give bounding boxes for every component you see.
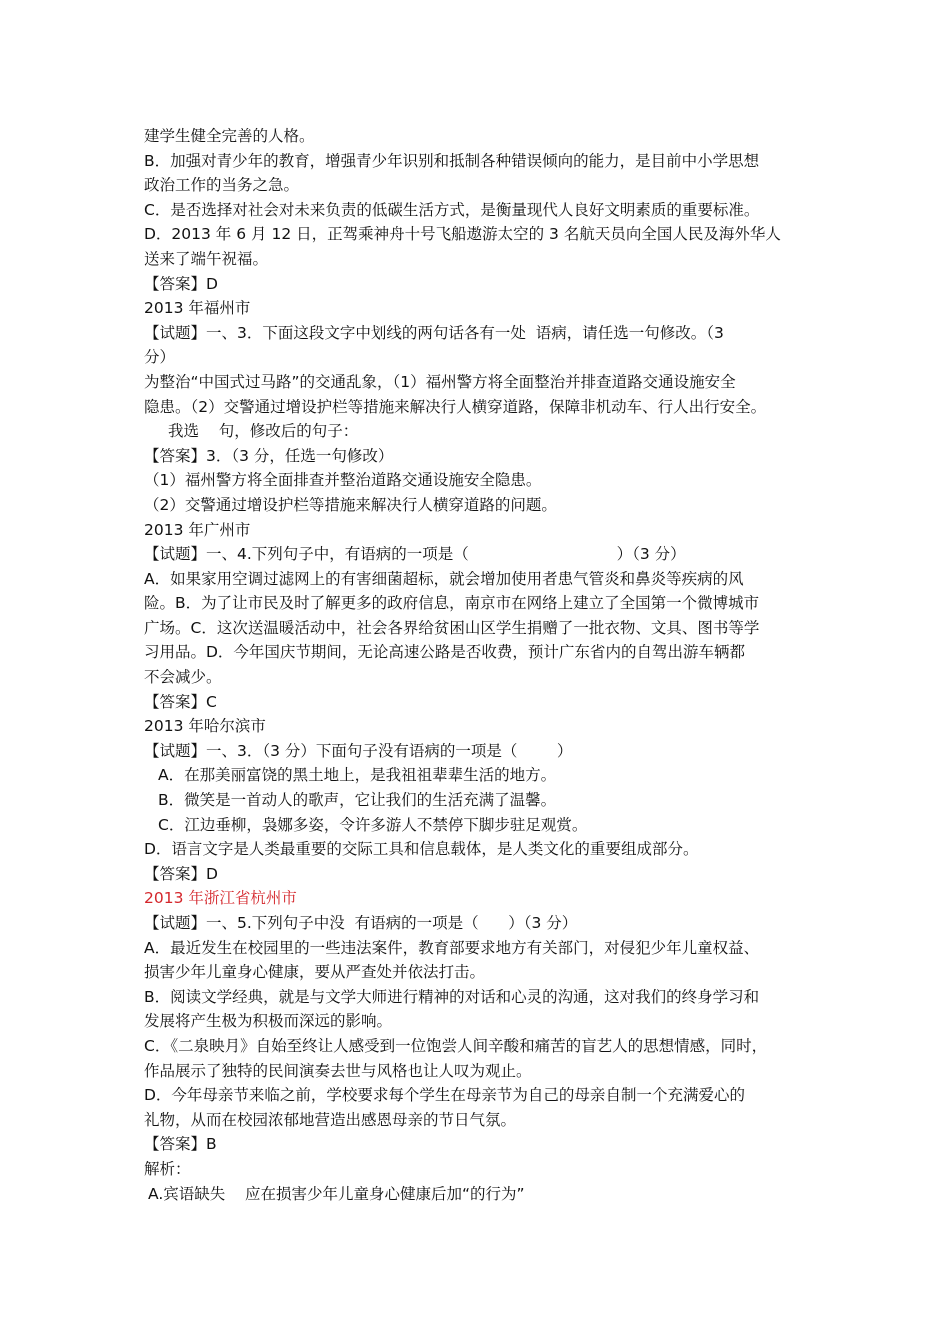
option-line: C．江边垂柳，袅娜多姿，令许多游人不禁停下脚步驻足观赏。 bbox=[158, 815, 588, 834]
text-line: B．阅读文学经典，就是与文学大师进行精神的对话和心灵的沟通，这对我们的终身学习和 bbox=[144, 987, 760, 1006]
analysis-line: A.宾语缺失 应在损害少年儿童身心健康后加“的行为” bbox=[148, 1184, 525, 1203]
question-line: 【试题】一、4.下列句子中，有语病的一项是（ ）（3 分） bbox=[144, 545, 686, 564]
text-line: A．如果家用空调过滤网上的有害细菌超标，就会增加使用者患气管炎和鼻炎等疾病的风 bbox=[144, 569, 744, 588]
text-line: 为整治“中国式过马路”的交通乱象，（1）福州警方将全面整治并排查道路交通设施安全 bbox=[144, 372, 736, 391]
text-line: 不会减少。 bbox=[144, 668, 222, 687]
text-line: D．2013 年 6 月 12 日，正驾乘神舟十号飞船遨游太空的 3 名航天员向全国人民及海外华人 bbox=[144, 225, 781, 244]
answer-line: 【答案】3．（3 分，任选一句修改） bbox=[144, 446, 394, 465]
text-line: 习用品。D．今年国庆节期间，无论高速公路是否收费，预计广东省内的自驾出游车辆都 bbox=[144, 643, 745, 662]
text-line: （2）交警通过增设护栏等措施来解决行人横穿道路的问题。 bbox=[144, 495, 557, 514]
answer-line: 【答案】D bbox=[144, 864, 218, 883]
section-heading: 2013 年哈尔滨市 bbox=[144, 717, 266, 736]
text-line: 送来了端午祝福。 bbox=[144, 249, 269, 268]
option-line: D．语言文字是人类最重要的交际工具和信息载体，是人类文化的重要组成部分。 bbox=[144, 840, 699, 859]
text-line: 礼物，从而在校园浓郁地营造出感恩母亲的节日气氛。 bbox=[144, 1110, 517, 1129]
analysis-label: 解析： bbox=[144, 1159, 191, 1178]
text-line: D．今年母亲节来临之前，学校要求每个学生在母亲节为自己的母亲自制一个充满爱心的 bbox=[144, 1086, 745, 1105]
text-line: （1）福州警方将全面排查并整治道路交通设施安全隐患。 bbox=[144, 471, 542, 490]
text-line: 政治工作的当务之急。 bbox=[144, 176, 300, 195]
text-line: 隐患。（2）交警通过增设护栏等措施来解决行人横穿道路，保障非机动车、行人出行安全。 bbox=[144, 397, 767, 416]
answer-line: 【答案】C bbox=[144, 692, 217, 711]
question-line: 【试题】一、3．（3 分）下面句子没有语病的一项是（ ） bbox=[144, 741, 573, 760]
option-line: A．在那美丽富饶的黑土地上，是我祖祖辈辈生活的地方。 bbox=[158, 766, 557, 785]
section-heading: 2013 年广州市 bbox=[144, 520, 251, 539]
text-line: 分） bbox=[144, 348, 176, 367]
text-line: 广场。C．这次送温暖活动中，社会各界给贫困山区学生捐赠了一批衣物、文具、图书等学 bbox=[144, 618, 760, 637]
option-line: B．微笑是一首动人的歌声，它让我们的生活充满了温馨。 bbox=[158, 791, 557, 810]
text-line: 作品展示了独特的民间演奏去世与风格也让人叹为观止。 bbox=[144, 1061, 532, 1080]
text-line: 发展将产生极为积极而深远的影响。 bbox=[144, 1012, 393, 1031]
text-line: 建学生健全完善的人格。 bbox=[144, 127, 315, 145]
question-line: 【试题】一、3．下面这段文字中划线的两句话各有一处 语病，请任选一句修改。（3 bbox=[144, 323, 724, 342]
text-line: B．加强对青少年的教育，增强青少年识别和抵制各种错误倾向的能力，是目前中小学思想 bbox=[144, 151, 760, 170]
section-heading: 2013 年福州市 bbox=[144, 299, 251, 318]
text-line: C．《二泉映月》自始至终让人感受到一位饱尝人间辛酸和痛苦的盲艺人的思想情感，同时， bbox=[144, 1036, 768, 1055]
question-line: 【试题】一、5.下列句子中没 有语病的一项是（ ）（3 分） bbox=[144, 914, 578, 932]
answer-line: 【答案】B bbox=[144, 1135, 217, 1154]
text-line: A．最近发生在校园里的一些违法案件，教育部要求地方有关部门，对侵犯少年儿童权益、 bbox=[144, 938, 760, 957]
text-line: 险。B．为了让市民及时了解更多的政府信息，南京市在网络上建立了全国第一个微博城市 bbox=[144, 594, 760, 613]
section-heading-red: 2013 年浙江省杭州市 bbox=[144, 889, 297, 908]
text-line: 我选 句，修改后的句子： bbox=[168, 422, 359, 441]
text-line: 损害少年儿童身心健康，要从严查处并依法打击。 bbox=[144, 963, 486, 982]
answer-line: 【答案】D bbox=[144, 274, 218, 293]
text-line: C．是否选择对社会对未来负责的低碳生活方式，是衡量现代人良好文明素质的重要标准。 bbox=[144, 200, 760, 219]
